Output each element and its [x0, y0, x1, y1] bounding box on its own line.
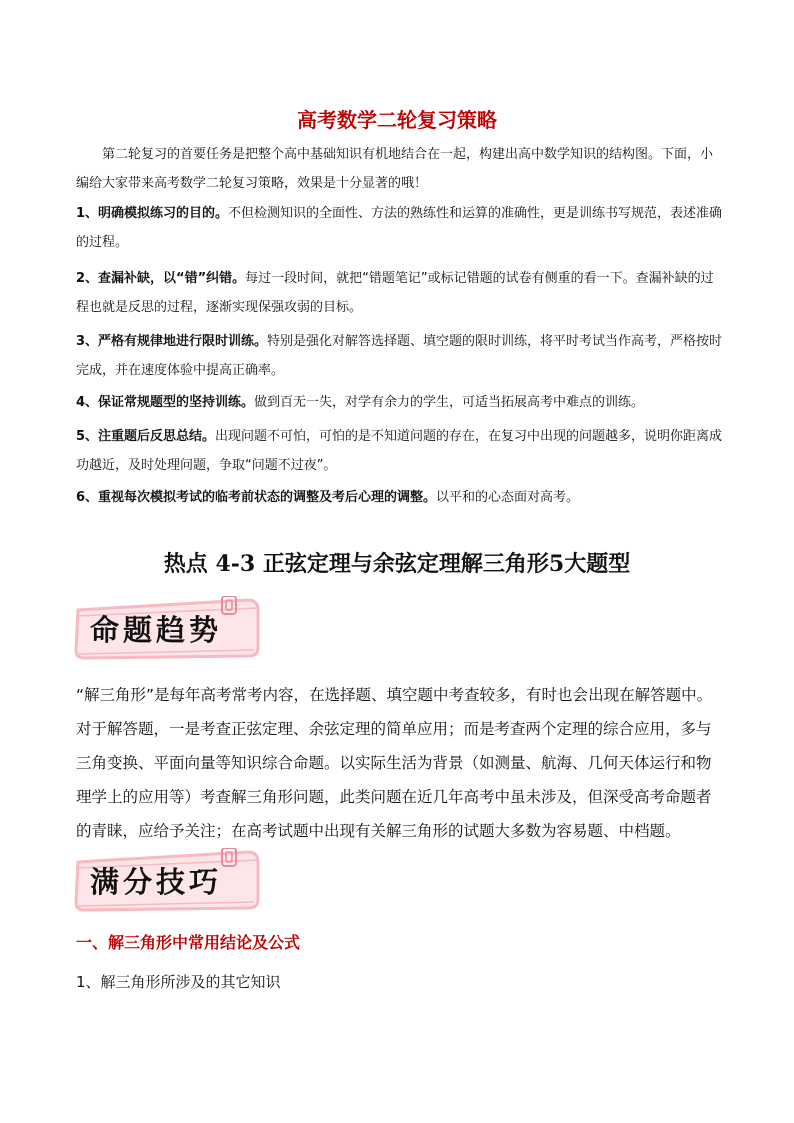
strategy-point-6-body: 以平和的心态面对高考。 — [436, 490, 580, 505]
strategy-point-3 — [76, 327, 724, 385]
trend-banner — [72, 596, 262, 660]
strategy-point-3-heading: 3、严格有规律地进行限时训练。 — [76, 334, 268, 349]
strategy-point-2-body: 每过一段时间，就把“错题笔记”或标记错题的试卷有侧重的看一下。查漏补缺的过程也就是反思的过程，逐渐实现保强攻弱的目标。 — [76, 271, 714, 315]
strategy-point-5-heading: 5、注重题后反思总结。 — [76, 429, 216, 444]
topic-count: 5 — [548, 551, 565, 577]
strategy-point-5-body: 出现问题不可怕，可怕的是不知道问题的存在，在复习中出现的问题越多，说明你距离成功越近，及时处理问题，争取“问题不过夜”。 — [76, 429, 723, 473]
strategy-point-5 — [76, 422, 724, 480]
strategy-point-2 — [76, 264, 724, 322]
strategy-point-3-body: 特别是强化对解答选择题、填空题的限时训练，将平时考试当作高考，严格按时完成，并在速度体验中提高正确率。 — [76, 334, 723, 378]
strategy-point-4-heading: 4、保证常规题型的坚持训练。 — [76, 395, 255, 410]
topic-number: 4-3 — [215, 551, 256, 577]
strategy-point-6-heading: 6、重视每次模拟考试的临考前状态的调整及考后心理的调整。 — [76, 490, 437, 505]
strategy-point-1 — [76, 199, 724, 257]
section-heading: 一、解三角形中常用结论及公式 — [76, 933, 301, 952]
strategy-point-4-body: 做到百无一失，对学有余力的学生，可适当拓展高考中难点的训练。 — [254, 395, 645, 410]
document-title: 高考数学二轮复习策略 — [297, 108, 497, 132]
strategy-point-2-heading: 2、查漏补缺，以“错”纠错。 — [76, 271, 246, 286]
skills-banner — [72, 848, 262, 912]
intro-paragraph: 第二轮复习的首要任务是把整个高中基础知识有机地结合在一起，构建出高中数学知识的结构图。下面，小编给大家带来高考数学二轮复习策略，效果是十分显著的哦！ — [76, 147, 714, 191]
topic-suffix: 大题型 — [564, 552, 631, 577]
trend-banner-text: 命题趋势 — [90, 613, 223, 647]
topic-title — [0, 547, 794, 578]
topic-prefix: 热点 — [163, 552, 208, 577]
strategy-point-1-heading: 1、明确模拟练习的目的。 — [76, 206, 229, 221]
topic-middle: 正弦定理与余弦定理解三角形 — [262, 552, 549, 577]
strategy-point-1-body: 不但检测知识的全面性、方法的熟练性和运算的准确性，更是训练书写规范，表述准确的过程。 — [76, 206, 723, 250]
trend-paragraph: “解三角形”是每年高考常考内容，在选择题、填空题中考查较多，有时也会出现在解答题中。对于解答题，一是考查正弦定理、余弦定理的简单应用；而是考查两个定理的综合应用，多与三角变换、平面向量等知识综合命题。以实际生活为背景（如测量、航海、几何天体运行和物理学上的应用等）考查解三角形问题，此类问题在近几年高考中虽未涉及，但深受高考命题者的青睐，应给予关注；在高考试题中出现有关解三角形的试题大多数为容易题、中档题。 — [76, 686, 713, 840]
strategy-point-6 — [76, 483, 724, 512]
sub-heading: 1、解三角形所涉及的其它知识 — [76, 973, 281, 991]
strategy-point-4 — [76, 388, 724, 417]
skills-banner-text: 满分技巧 — [90, 865, 223, 899]
